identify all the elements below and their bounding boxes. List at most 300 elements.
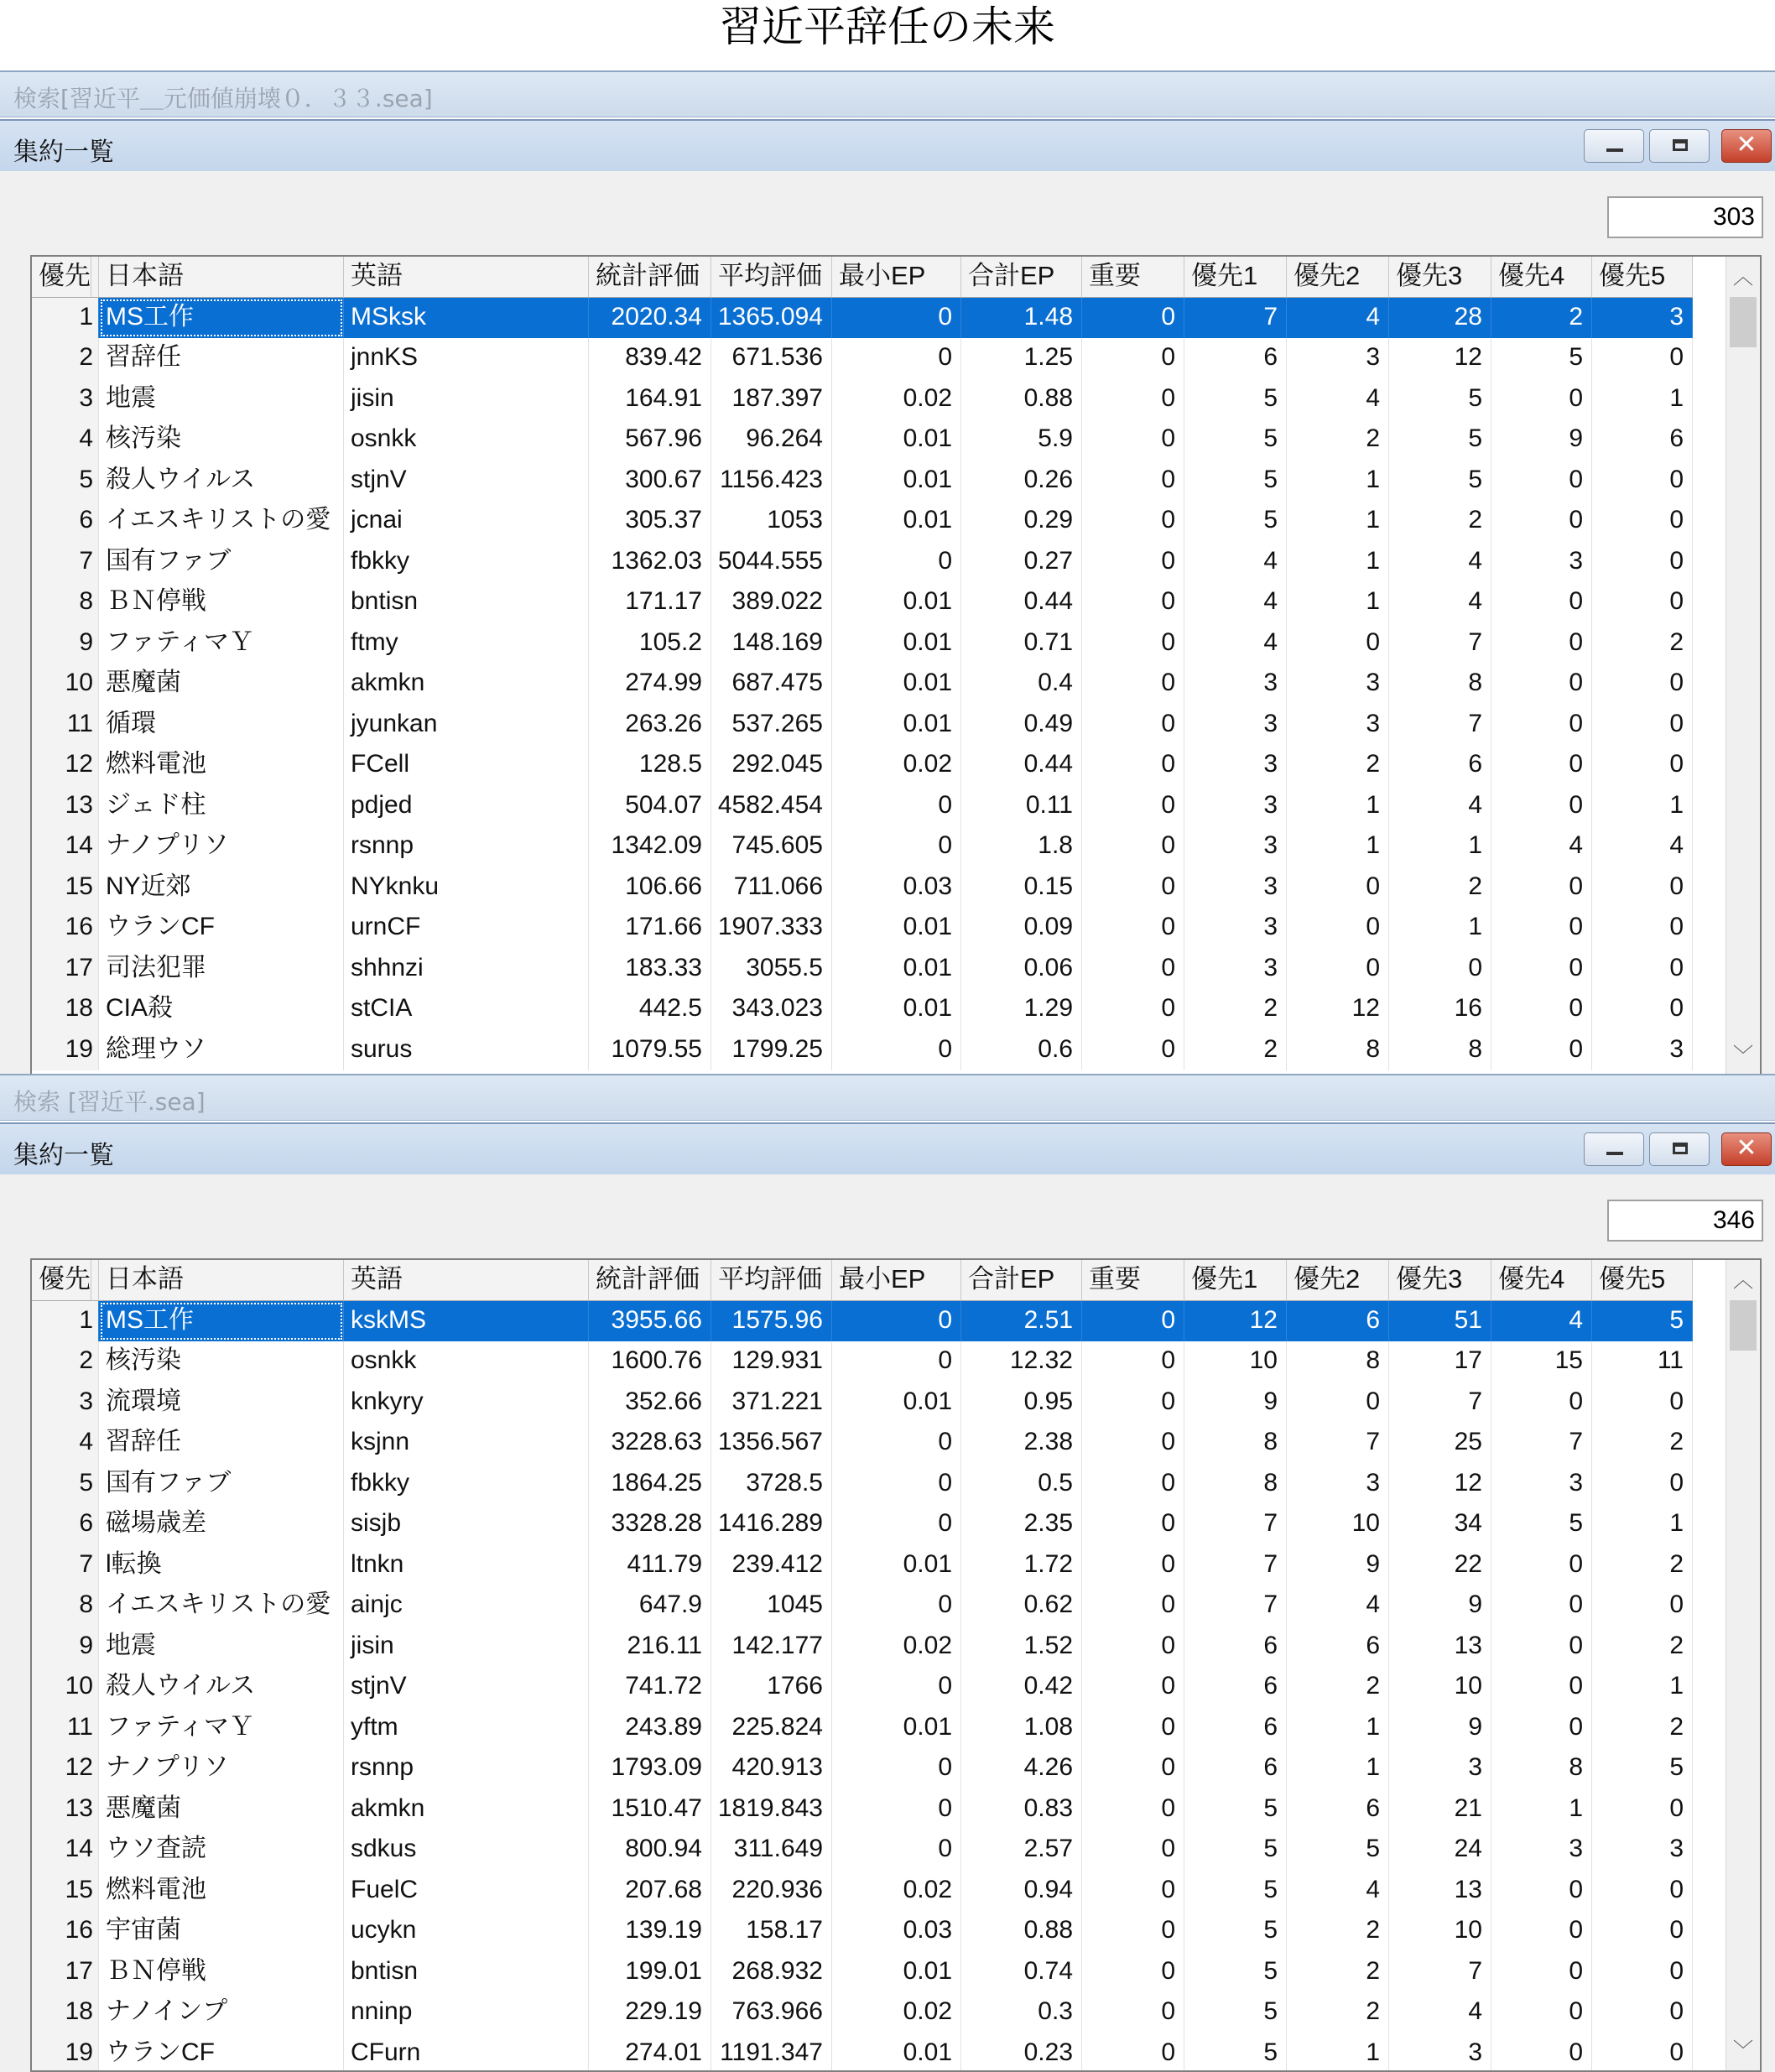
table-row[interactable] — [32, 1748, 1726, 1789]
table-cell[interactable]: 総理ウソ — [99, 1030, 344, 1071]
table-cell[interactable]: knkyry — [344, 1382, 589, 1424]
table-cell[interactable]: 7 — [1184, 1545, 1287, 1586]
table-cell[interactable]: 5 — [1184, 1789, 1287, 1830]
table-cell[interactable]: 0.01 — [832, 949, 961, 990]
table-cell[interactable]: stCIA — [344, 989, 589, 1030]
table-cell[interactable]: 9 — [1389, 1585, 1491, 1627]
table-cell[interactable]: 4 — [1184, 582, 1287, 623]
column-header[interactable]: 平均評価 — [711, 257, 832, 298]
table-cell[interactable]: 1 — [1287, 1748, 1389, 1789]
table-cell[interactable]: 0 — [1082, 826, 1184, 867]
table-cell[interactable]: 4 — [1389, 786, 1491, 827]
table-cell[interactable]: 0 — [1082, 1341, 1184, 1382]
table-cell[interactable]: ucykn — [344, 1911, 589, 1952]
table-cell[interactable]: 地震 — [99, 1627, 344, 1668]
table-cell[interactable]: 3055.5 — [711, 949, 832, 990]
table-cell[interactable]: 292.045 — [711, 745, 832, 786]
table-cell[interactable]: 0 — [1287, 867, 1389, 908]
table-cell[interactable]: 10 — [1389, 1911, 1491, 1952]
row-number-cell[interactable]: 13 — [32, 786, 99, 827]
search-window-titlebar[interactable] — [0, 70, 1775, 117]
table-cell[interactable]: 0 — [1082, 867, 1184, 908]
table-cell[interactable]: 3 — [1491, 1830, 1592, 1871]
table-cell[interactable]: 5 — [1184, 1871, 1287, 1912]
table-cell[interactable]: 5 — [1389, 379, 1491, 420]
table-cell[interactable]: 0 — [1082, 664, 1184, 705]
table-cell[interactable]: 2 — [1287, 745, 1389, 786]
table-cell[interactable]: 0.3 — [961, 1992, 1082, 2033]
table-cell[interactable]: fbkky — [344, 1464, 589, 1505]
table-cell[interactable]: 371.221 — [711, 1382, 832, 1424]
table-cell[interactable]: 0 — [1491, 1545, 1592, 1586]
table-cell[interactable]: 0 — [832, 1504, 961, 1545]
table-cell[interactable]: イエスキリストの愛 — [99, 1585, 344, 1627]
table-cell[interactable]: 1 — [1592, 379, 1693, 420]
table-cell[interactable]: 4 — [1287, 298, 1389, 339]
table-row[interactable] — [32, 1789, 1726, 1830]
row-number-cell[interactable]: 9 — [32, 623, 99, 664]
table-cell[interactable]: 2 — [1287, 1952, 1389, 1993]
table-cell[interactable]: 0 — [1287, 1382, 1389, 1424]
table-cell[interactable]: 7 — [1491, 1423, 1592, 1464]
table-cell[interactable]: 1600.76 — [589, 1341, 711, 1382]
table-cell[interactable]: 1.72 — [961, 1545, 1082, 1586]
table-cell[interactable]: 習辞任 — [99, 338, 344, 379]
table-cell[interactable]: 0.01 — [832, 419, 961, 461]
table-cell[interactable]: 1.8 — [961, 826, 1082, 867]
table-cell[interactable]: 8 — [1491, 1748, 1592, 1789]
table-cell[interactable]: 1365.094 — [711, 298, 832, 339]
table-cell[interactable]: 199.01 — [589, 1952, 711, 1993]
table-row[interactable] — [32, 1830, 1726, 1871]
table-cell[interactable]: 13 — [1389, 1627, 1491, 1668]
table-cell[interactable]: 10 — [1184, 1341, 1287, 1382]
column-header[interactable]: 英語 — [344, 257, 589, 298]
table-cell[interactable]: 0.83 — [961, 1789, 1082, 1830]
table-cell[interactable]: bntisn — [344, 1952, 589, 1993]
table-cell[interactable]: 0 — [832, 338, 961, 379]
table-cell[interactable]: 352.66 — [589, 1382, 711, 1424]
table-cell[interactable]: 1 — [1592, 1667, 1693, 1708]
row-number-cell[interactable]: 7 — [32, 1545, 99, 1586]
table-cell[interactable]: 国有ファブ — [99, 542, 344, 583]
table-cell[interactable]: 0 — [1082, 1504, 1184, 1545]
table-row[interactable] — [32, 1667, 1726, 1708]
table-cell[interactable]: 0.29 — [961, 501, 1082, 542]
table-cell[interactable]: 5 — [1592, 1301, 1693, 1342]
table-cell[interactable]: 1045 — [711, 1585, 832, 1627]
table-cell[interactable]: 1156.423 — [711, 461, 832, 502]
table-cell[interactable]: 0 — [1491, 623, 1592, 664]
table-cell[interactable]: 5 — [1184, 1911, 1287, 1952]
table-cell[interactable]: 129.931 — [711, 1341, 832, 1382]
table-cell[interactable]: rsnnp — [344, 1748, 589, 1789]
table-row[interactable] — [32, 908, 1726, 949]
row-number-cell[interactable]: 12 — [32, 1748, 99, 1789]
table-cell[interactable]: 305.37 — [589, 501, 711, 542]
aggregate-list-titlebar[interactable] — [0, 119, 1775, 171]
table-cell[interactable]: 139.19 — [589, 1911, 711, 1952]
table-row[interactable] — [32, 1992, 1726, 2033]
table-cell[interactable]: 0.02 — [832, 1992, 961, 2033]
table-cell[interactable]: 2.57 — [961, 1830, 1082, 1871]
table-cell[interactable]: 3328.28 — [589, 1504, 711, 1545]
table-cell[interactable]: 2 — [1592, 1627, 1693, 1668]
table-cell[interactable]: 0 — [1491, 1911, 1592, 1952]
table-cell[interactable]: 0 — [1082, 705, 1184, 746]
table-cell[interactable]: 1 — [1287, 786, 1389, 827]
table-row-selected[interactable] — [32, 298, 1726, 339]
table-cell[interactable]: 12 — [1389, 338, 1491, 379]
table-cell[interactable]: 0 — [1491, 1992, 1592, 2033]
column-header[interactable]: 重要 — [1082, 1260, 1184, 1301]
column-header[interactable]: 合計EP — [961, 1260, 1082, 1301]
table-cell[interactable]: 1819.843 — [711, 1789, 832, 1830]
table-cell[interactable]: 0.03 — [832, 1911, 961, 1952]
table-cell[interactable]: 0.06 — [961, 949, 1082, 990]
table-cell[interactable]: 0 — [1491, 582, 1592, 623]
scrollbar-thumb[interactable] — [1730, 1300, 1757, 1351]
table-cell[interactable]: jisin — [344, 1627, 589, 1668]
table-cell[interactable]: 0.94 — [961, 1871, 1082, 1912]
table-cell[interactable]: イエスキリストの愛 — [99, 501, 344, 542]
table-cell[interactable]: 流環境 — [99, 1382, 344, 1424]
table-cell[interactable]: 171.17 — [589, 582, 711, 623]
table-cell[interactable]: 311.649 — [711, 1830, 832, 1871]
table-cell[interactable]: 22 — [1389, 1545, 1491, 1586]
table-cell[interactable]: 0 — [1082, 1992, 1184, 2033]
column-header[interactable]: 重要 — [1082, 257, 1184, 298]
table-cell[interactable]: 0 — [832, 1789, 961, 1830]
table-cell[interactable]: 1 — [1287, 582, 1389, 623]
table-cell[interactable]: 0 — [1491, 1952, 1592, 1993]
table-cell[interactable]: 0 — [1491, 501, 1592, 542]
table-cell[interactable]: 0 — [1491, 1382, 1592, 1424]
table-row[interactable] — [32, 379, 1726, 420]
table-cell[interactable]: 7 — [1389, 623, 1491, 664]
table-cell[interactable]: 0 — [1491, 1585, 1592, 1627]
table-cell[interactable]: 0 — [1592, 1382, 1693, 1424]
table-cell[interactable]: 8 — [1287, 1030, 1389, 1071]
row-number-cell[interactable]: 8 — [32, 1585, 99, 1627]
table-cell[interactable]: 1191.347 — [711, 2033, 832, 2072]
table-cell[interactable]: 0 — [1082, 1871, 1184, 1912]
table-cell[interactable]: akmkn — [344, 1789, 589, 1830]
table-cell[interactable]: 0 — [1491, 1871, 1592, 1912]
table-cell[interactable]: 0.01 — [832, 623, 961, 664]
table-cell[interactable]: 105.2 — [589, 623, 711, 664]
table-cell[interactable]: 0 — [1082, 1830, 1184, 1871]
table-cell[interactable]: 4 — [1491, 1301, 1592, 1342]
table-cell[interactable]: 0 — [1592, 461, 1693, 502]
chevron-up-icon[interactable]: ︿ — [1733, 1268, 1753, 1292]
table-cell[interactable]: 8 — [1389, 1030, 1491, 1071]
table-cell[interactable]: 1864.25 — [589, 1464, 711, 1505]
table-cell[interactable]: 3 — [1389, 2033, 1491, 2072]
row-number-cell[interactable]: 8 — [32, 582, 99, 623]
table-cell[interactable]: 4 — [1389, 542, 1491, 583]
table-cell[interactable]: 5 — [1184, 461, 1287, 502]
table-cell[interactable]: 0.02 — [832, 379, 961, 420]
table-cell[interactable]: 1 — [1491, 1789, 1592, 1830]
row-number-cell[interactable]: 17 — [32, 949, 99, 990]
table-cell[interactable]: 習辞任 — [99, 1423, 344, 1464]
table-cell[interactable]: ウランCF — [99, 908, 344, 949]
table-cell[interactable]: 0.44 — [961, 745, 1082, 786]
table-cell[interactable]: 0.09 — [961, 908, 1082, 949]
table-cell[interactable]: 442.5 — [589, 989, 711, 1030]
table-cell[interactable]: 0 — [1592, 1952, 1693, 1993]
table-cell[interactable]: stjnV — [344, 1667, 589, 1708]
table-cell[interactable]: 0.95 — [961, 1382, 1082, 1424]
table-cell[interactable]: 0 — [1592, 949, 1693, 990]
table-cell[interactable]: 389.022 — [711, 582, 832, 623]
table-cell[interactable]: 1.25 — [961, 338, 1082, 379]
table-cell[interactable]: 274.01 — [589, 2033, 711, 2072]
column-header[interactable]: 平均評価 — [711, 1260, 832, 1301]
scrollbar-thumb[interactable] — [1730, 297, 1757, 347]
row-number-cell[interactable]: 2 — [32, 1341, 99, 1382]
table-cell[interactable]: 1907.333 — [711, 908, 832, 949]
table-cell[interactable]: 0 — [1082, 949, 1184, 990]
table-cell[interactable]: 3 — [1184, 705, 1287, 746]
table-row[interactable] — [32, 1708, 1726, 1749]
table-cell[interactable]: 5 — [1491, 1504, 1592, 1545]
table-cell[interactable]: 268.932 — [711, 1952, 832, 1993]
table-cell[interactable]: 1 — [1287, 1708, 1389, 1749]
table-cell[interactable]: 0.01 — [832, 582, 961, 623]
table-cell[interactable]: 0.11 — [961, 786, 1082, 827]
table-cell[interactable]: 9 — [1287, 1545, 1389, 1586]
table-cell[interactable]: 5 — [1491, 338, 1592, 379]
table-cell[interactable]: ナノプリソ — [99, 1748, 344, 1789]
row-number-cell[interactable]: 19 — [32, 1030, 99, 1071]
table-cell[interactable]: 7 — [1389, 1382, 1491, 1424]
table-cell[interactable]: 1356.567 — [711, 1423, 832, 1464]
table-cell[interactable]: 7 — [1184, 1504, 1287, 1545]
column-header[interactable]: 英語 — [344, 1260, 589, 1301]
table-cell[interactable]: 3 — [1287, 338, 1389, 379]
table-cell[interactable]: 671.536 — [711, 338, 832, 379]
table-cell[interactable]: kskMS — [344, 1301, 589, 1342]
table-row[interactable] — [32, 582, 1726, 623]
table-cell[interactable]: 741.72 — [589, 1667, 711, 1708]
table-cell[interactable]: 0 — [1592, 1992, 1693, 2033]
table-cell[interactable]: 6 — [1592, 419, 1693, 461]
table-cell[interactable]: 0 — [832, 1830, 961, 1871]
table-cell[interactable]: 8 — [1184, 1423, 1287, 1464]
table-cell[interactable]: 0 — [1082, 1030, 1184, 1071]
vertical-scrollbar[interactable] — [1726, 257, 1760, 1075]
column-header[interactable]: 日本語 — [99, 1260, 344, 1301]
table-cell[interactable]: 1416.289 — [711, 1504, 832, 1545]
table-cell[interactable]: 3 — [1592, 298, 1693, 339]
table-cell[interactable]: 12 — [1287, 989, 1389, 1030]
row-number-cell[interactable]: 4 — [32, 1423, 99, 1464]
table-cell[interactable]: 3 — [1389, 1748, 1491, 1789]
table-cell[interactable]: 15 — [1491, 1341, 1592, 1382]
table-row[interactable] — [32, 2033, 1726, 2072]
table-cell[interactable]: 2.51 — [961, 1301, 1082, 1342]
table-row[interactable] — [32, 1341, 1726, 1382]
table-cell[interactable]: 0 — [1082, 1748, 1184, 1789]
table-row[interactable] — [32, 745, 1726, 786]
table-cell[interactable]: 0 — [1082, 745, 1184, 786]
table-cell[interactable]: 3 — [1287, 664, 1389, 705]
row-number-cell[interactable]: 6 — [32, 501, 99, 542]
table-cell[interactable]: 4.26 — [961, 1748, 1082, 1789]
table-cell[interactable]: 4 — [1389, 582, 1491, 623]
table-cell[interactable]: 10 — [1287, 1504, 1389, 1545]
table-cell[interactable]: 28 — [1389, 298, 1491, 339]
table-cell[interactable]: 循環 — [99, 705, 344, 746]
table-cell[interactable]: 171.66 — [589, 908, 711, 949]
table-cell[interactable]: 5 — [1184, 379, 1287, 420]
table-cell[interactable]: 9 — [1184, 1382, 1287, 1424]
table-cell[interactable]: 8 — [1184, 1464, 1287, 1505]
table-cell[interactable]: 420.913 — [711, 1748, 832, 1789]
table-row[interactable] — [32, 1423, 1726, 1464]
table-cell[interactable]: 6 — [1184, 1667, 1287, 1708]
table-cell[interactable]: 0 — [1082, 1789, 1184, 1830]
table-cell[interactable]: 0 — [1082, 338, 1184, 379]
table-cell[interactable]: 5 — [1287, 1830, 1389, 1871]
column-header[interactable]: 優先5 — [1592, 1260, 1693, 1301]
table-cell[interactable]: 6 — [1287, 1627, 1389, 1668]
table-cell[interactable]: 0 — [832, 1341, 961, 1382]
table-cell[interactable]: 0.01 — [832, 2033, 961, 2072]
table-cell[interactable]: 0 — [1592, 867, 1693, 908]
table-cell[interactable]: 2020.34 — [589, 298, 711, 339]
table-cell[interactable]: FuelC — [344, 1871, 589, 1912]
table-row[interactable] — [32, 501, 1726, 542]
table-cell[interactable]: 0.01 — [832, 908, 961, 949]
table-cell[interactable]: 3 — [1184, 786, 1287, 827]
table-cell[interactable]: 207.68 — [589, 1871, 711, 1912]
table-cell[interactable]: 地震 — [99, 379, 344, 420]
table-cell[interactable]: 6 — [1389, 745, 1491, 786]
table-cell[interactable]: 殺人ウイルス — [99, 461, 344, 502]
table-cell[interactable]: 0.26 — [961, 461, 1082, 502]
close-button[interactable] — [1721, 129, 1772, 163]
table-cell[interactable]: 2 — [1389, 501, 1491, 542]
table-cell[interactable]: 0.01 — [832, 1708, 961, 1749]
table-cell[interactable]: 0.01 — [832, 461, 961, 502]
table-cell[interactable]: 核汚染 — [99, 419, 344, 461]
table-cell[interactable]: stjnV — [344, 461, 589, 502]
column-header[interactable]: 統計評価 — [589, 1260, 711, 1301]
table-cell[interactable]: 5 — [1184, 1992, 1287, 2033]
column-header[interactable]: 優先 — [32, 257, 91, 298]
row-number-cell[interactable]: 5 — [32, 1464, 99, 1505]
table-cell[interactable]: 0 — [1082, 298, 1184, 339]
table-cell[interactable]: 0 — [1491, 989, 1592, 1030]
chevron-up-icon[interactable]: ︿ — [1733, 265, 1753, 289]
table-cell[interactable]: 0 — [1491, 867, 1592, 908]
table-cell[interactable]: 1 — [1592, 1504, 1693, 1545]
table-cell[interactable]: 0 — [1592, 745, 1693, 786]
table-cell[interactable]: 0 — [832, 1748, 961, 1789]
column-header[interactable]: 優先1 — [1184, 1260, 1287, 1301]
row-number-cell[interactable]: 15 — [32, 1871, 99, 1912]
table-cell[interactable]: 687.475 — [711, 664, 832, 705]
table-cell[interactable]: 1 — [1389, 826, 1491, 867]
table-row[interactable] — [32, 664, 1726, 705]
table-cell[interactable]: 6 — [1184, 1708, 1287, 1749]
column-header[interactable]: 最小EP — [832, 257, 961, 298]
table-cell[interactable]: 2 — [1592, 1423, 1693, 1464]
table-cell[interactable]: 3728.5 — [711, 1464, 832, 1505]
table-cell[interactable]: 4582.454 — [711, 786, 832, 827]
row-number-cell[interactable]: 14 — [32, 826, 99, 867]
table-cell[interactable]: 5 — [1592, 1748, 1693, 1789]
table-cell[interactable]: 2 — [1184, 1030, 1287, 1071]
table-cell[interactable]: 0 — [1082, 1911, 1184, 1952]
table-cell[interactable]: osnkk — [344, 1341, 589, 1382]
table-row[interactable] — [32, 338, 1726, 379]
table-cell[interactable]: 11 — [1592, 1341, 1693, 1382]
table-cell[interactable]: 5 — [1389, 419, 1491, 461]
table-cell[interactable]: 239.412 — [711, 1545, 832, 1586]
row-number-cell[interactable]: 3 — [32, 1382, 99, 1424]
table-cell[interactable]: 0 — [1082, 1464, 1184, 1505]
table-cell[interactable]: 燃料電池 — [99, 1871, 344, 1912]
table-cell[interactable]: 51 — [1389, 1301, 1491, 1342]
table-cell[interactable]: 0 — [1491, 1030, 1592, 1071]
table-cell[interactable]: 1510.47 — [589, 1789, 711, 1830]
row-number-cell[interactable]: 17 — [32, 1952, 99, 1993]
table-cell[interactable]: 7 — [1184, 1585, 1287, 1627]
table-cell[interactable]: 1 — [1287, 501, 1389, 542]
table-cell[interactable]: 0 — [1491, 745, 1592, 786]
table-cell[interactable]: 9 — [1389, 1708, 1491, 1749]
table-cell[interactable]: urnCF — [344, 908, 589, 949]
table-cell[interactable]: 3 — [1184, 745, 1287, 786]
table-cell[interactable]: 6 — [1287, 1789, 1389, 1830]
table-cell[interactable]: 0.44 — [961, 582, 1082, 623]
column-header[interactable]: 統計評価 — [589, 257, 711, 298]
table-cell[interactable]: 0 — [1082, 542, 1184, 583]
table-cell[interactable]: 2 — [1389, 867, 1491, 908]
table-cell[interactable]: 0 — [1082, 1627, 1184, 1668]
table-cell[interactable]: 4 — [1184, 542, 1287, 583]
row-number-cell[interactable]: 4 — [32, 419, 99, 461]
table-cell[interactable]: 2 — [1592, 623, 1693, 664]
table-cell[interactable]: 4 — [1184, 623, 1287, 664]
table-cell[interactable]: 711.066 — [711, 867, 832, 908]
table-cell[interactable]: 567.96 — [589, 419, 711, 461]
table-cell[interactable]: 0 — [1592, 338, 1693, 379]
chevron-down-icon[interactable]: ﹀ — [1733, 1044, 1753, 1067]
table-cell[interactable]: 0 — [1082, 623, 1184, 664]
table-row[interactable] — [32, 705, 1726, 746]
table-cell[interactable]: 1079.55 — [589, 1030, 711, 1071]
table-cell[interactable]: 0 — [1389, 949, 1491, 990]
table-cell[interactable]: 2.38 — [961, 1423, 1082, 1464]
aggregate-grid[interactable] — [30, 1258, 1762, 2072]
row-number-cell[interactable]: 3 — [32, 379, 99, 420]
table-cell[interactable]: NY近郊 — [99, 867, 344, 908]
table-cell[interactable]: 0 — [1082, 786, 1184, 827]
table-cell[interactable]: 0 — [1592, 1464, 1693, 1505]
row-number-cell[interactable]: 19 — [32, 2033, 99, 2072]
table-cell[interactable]: 2 — [1184, 989, 1287, 1030]
table-cell[interactable]: 34 — [1389, 1504, 1491, 1545]
table-cell[interactable]: 2 — [1287, 1992, 1389, 2033]
table-cell[interactable]: 0 — [1592, 908, 1693, 949]
table-cell[interactable]: 0 — [832, 1030, 961, 1071]
table-cell[interactable]: 0.74 — [961, 1952, 1082, 1993]
